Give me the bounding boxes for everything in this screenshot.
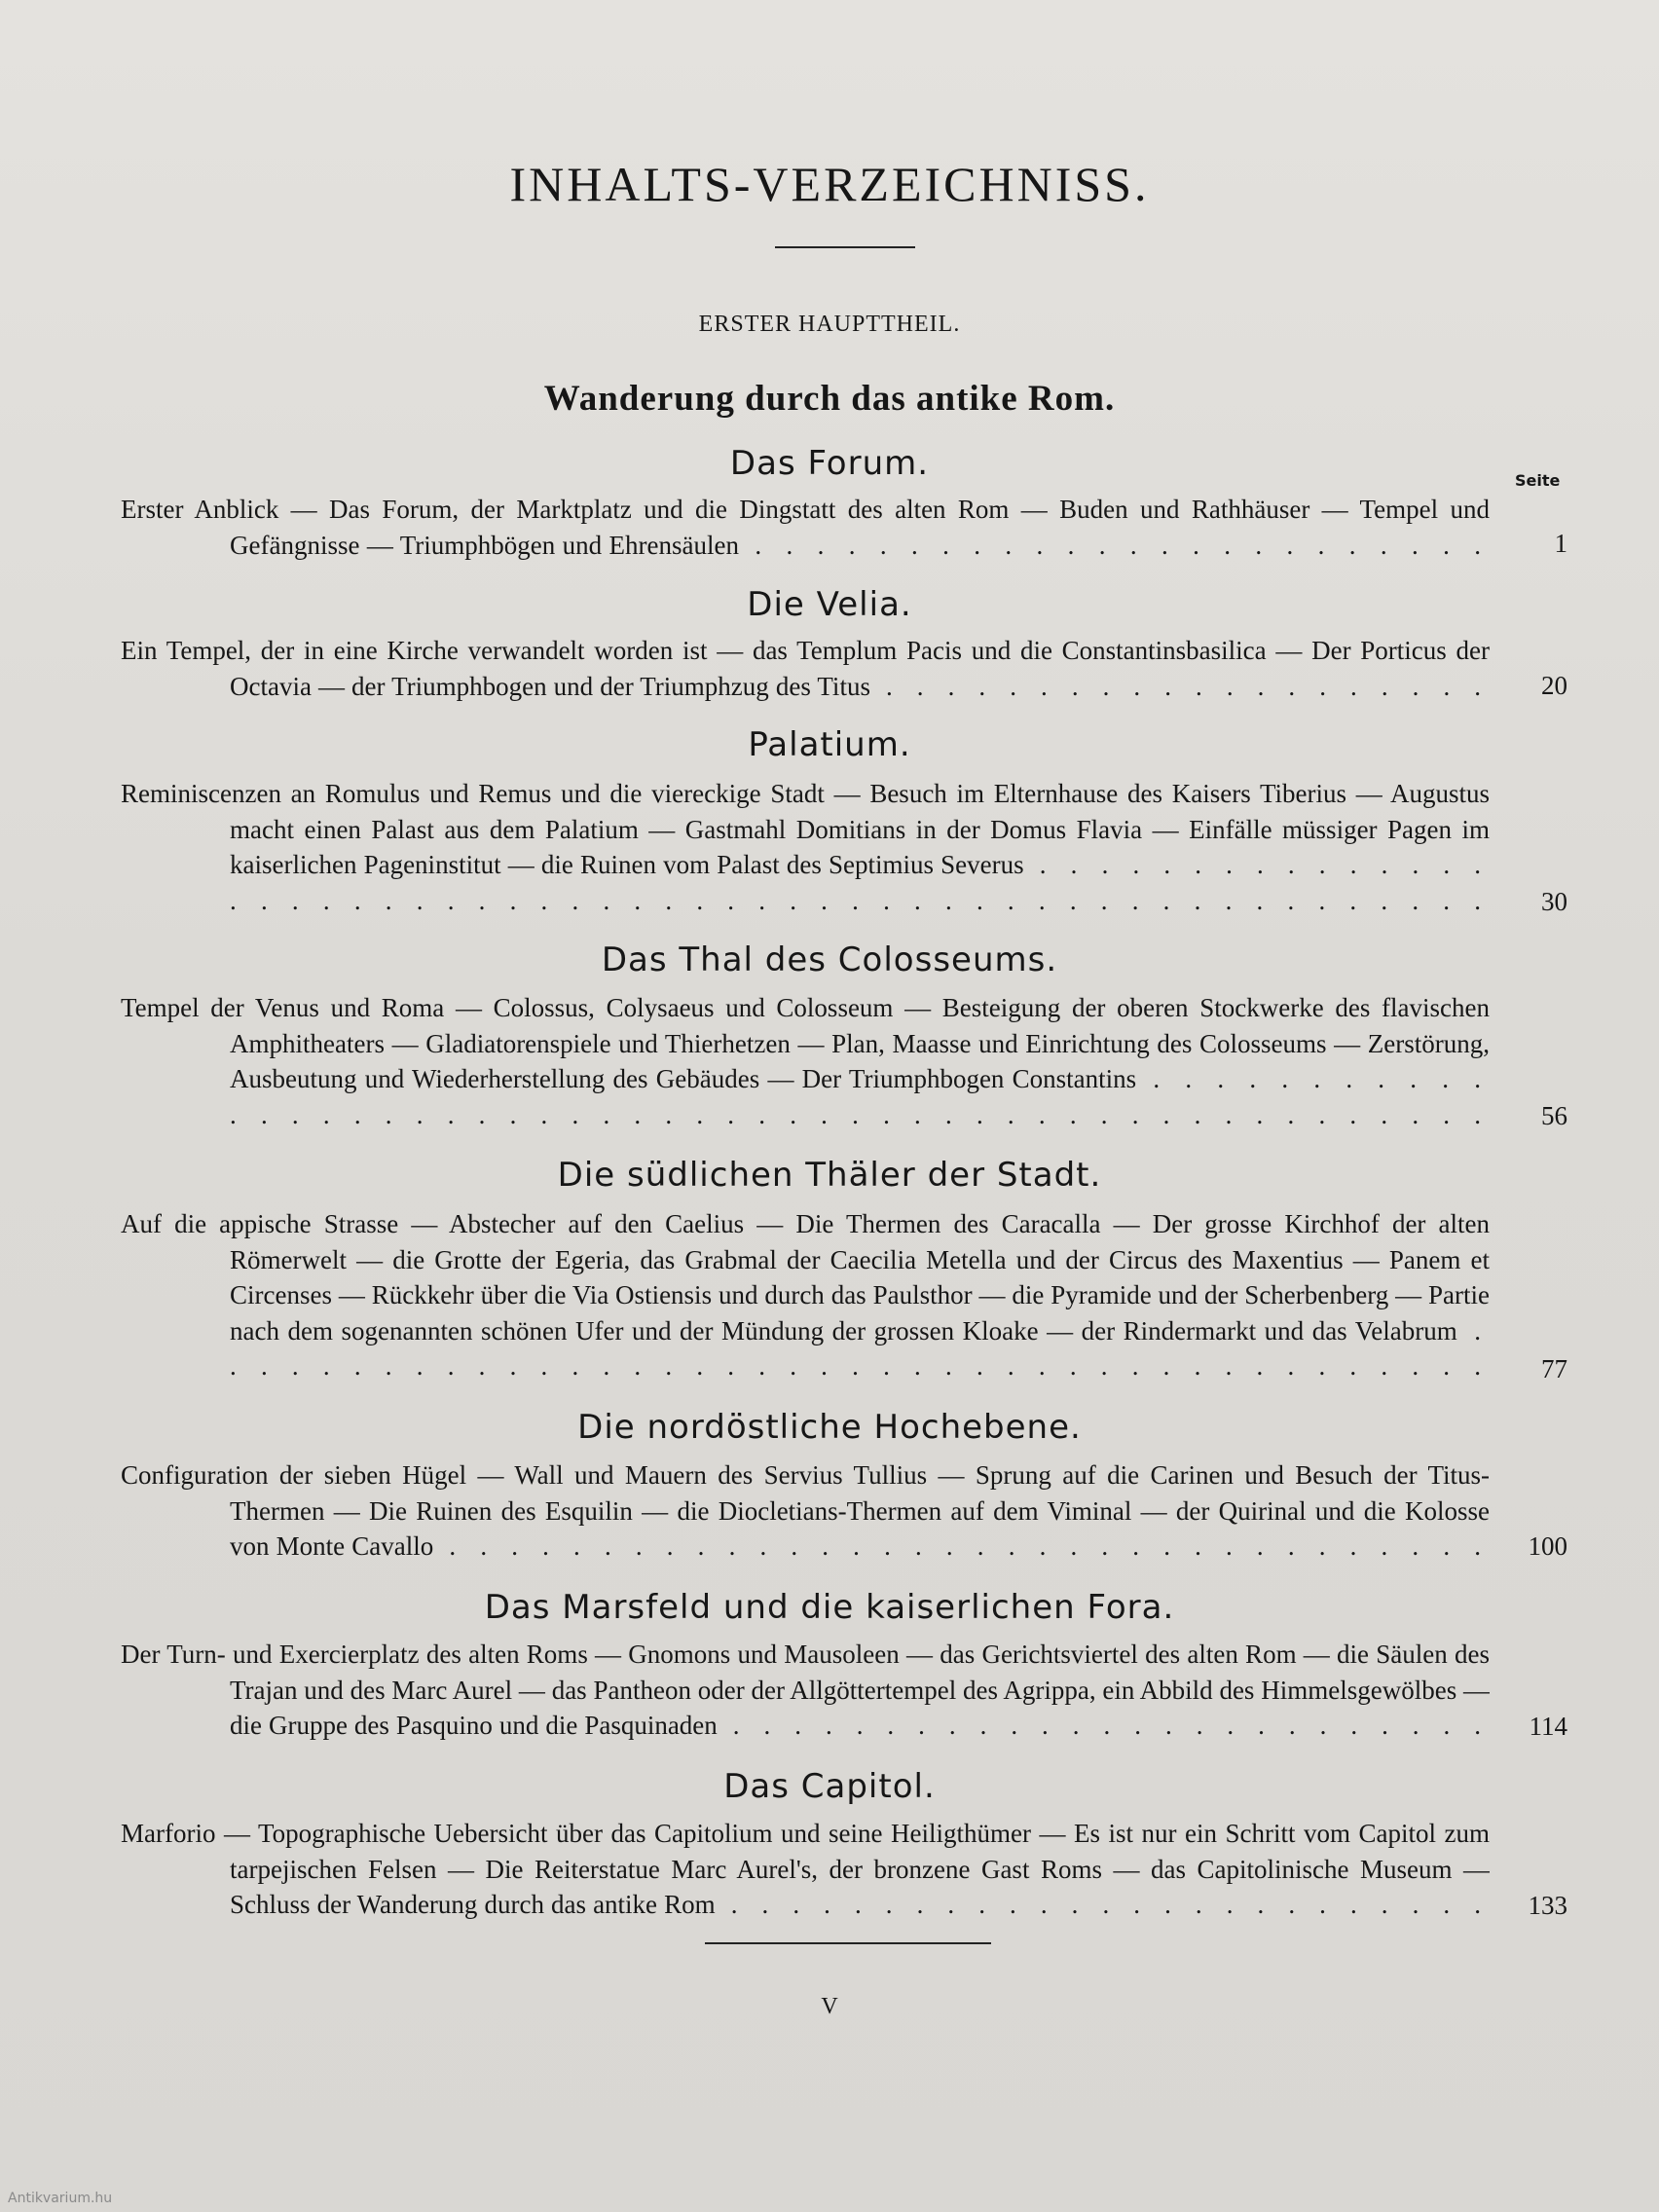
page-title: INHALTS-VERZEICHNISS. [509,157,1150,211]
toc-page-number: 56 [1541,1101,1567,1130]
page-marker: V [821,1994,838,2019]
section-title: Das Thal des Colosseums. [601,940,1058,979]
toc-entry [121,1816,1490,1923]
part-label: ERSTER HAUPTTHEIL. [698,312,961,337]
toc-entry [121,633,1490,704]
toc-page-number: 114 [1529,1712,1567,1741]
toc-entry [121,990,1490,1132]
toc-page-number: 100 [1528,1531,1567,1561]
section-title: Palatium. [748,725,911,764]
section-title: Das Capitol. [723,1767,936,1806]
toc-entry [121,776,1490,918]
toc-entry-text: Configuration der sieben Hügel — Wall und Mauern des Servius Tullius — Sprung auf die Carinen und Besuch der Titus-Thermen — Die Ruinen des Esquilin — die Diocletians-Thermen auf dem Viminal — der Quirinal und die Kolosse von Monte Cavallo . . . [121,1457,1490,1565]
toc-entry-text: Auf die appische Strasse — Abstecher auf den Caelius — Die Thermen des Caracalla — Der grosse Kirchhof der alten Römerwelt — die Grotte der Egeria, das Grabmal der Caecilia Metella und der Circus des Maxentius — Panem et Circenses — Rückkehr über die Via Ostiensis und durch das Paulsthor — die Pyramide und der Scherbenberg — Partie nach dem sogenannten schönen Ufer und der Mündung der grossen Kloake — der Rindermarkt und das Velabrum . . . [121,1206,1490,1384]
toc-entry-text: Marforio — Topographische Uebersicht über das Capitolium und seine Heiligthümer — Es ist nur ein Schritt vom Capitol zum tarpejischen Felsen — Die Reiterstatue Marc Aurel's, der bronzene Gast Roms — das Capitolinische Museum — Schluss der Wanderung durch das antike Rom . . . [121,1816,1490,1923]
section-title: Die südlichen Thäler der Stadt. [557,1156,1102,1195]
section-title: Die nordöstliche Hochebene. [577,1408,1082,1447]
toc-entry-text: Ein Tempel, der in eine Kirche verwandelt worden ist — das Templum Pacis und die Constantinsbasilica — Der Porticus der Octavia — der Triumphbogen und der Triumphzug des Titus . . . [121,633,1490,704]
toc-entry-text: Reminiscenzen an Romulus und Remus und die viereckige Stadt — Besuch im Elternhause des Kaisers Tiberius — Augustus macht einen Palast aus dem Palatium — Gastmahl Domitians in der Domus Flavia — Einfälle müssiger Pagen im kaiserlichen Pageninstitut — die Ruinen vom Palast des Septimius Severus . . . [121,776,1490,918]
toc-page-number: 1 [1554,529,1567,558]
title-rule [775,246,915,248]
watermark: Antikvarium.hu [8,2191,113,2206]
toc-page-number: 20 [1541,671,1567,700]
closing-rule [705,1942,991,1944]
toc-page-number: 77 [1541,1354,1567,1383]
toc-page-number: 133 [1528,1891,1567,1920]
section-title: Das Forum. [729,444,930,483]
page-column-label: Seite [1515,471,1561,490]
toc-page-number: 30 [1541,887,1567,916]
toc-entry-text: Tempel der Venus und Roma — Colossus, Colysaeus und Colosseum — Besteigung der oberen Stockwerke des flavischen Amphitheaters — Gladiatorenspiele und Thierhetzen — Plan, Maasse und Einrichtung des Colosseums — Zerstörung, Ausbeutung und Wiederherstellung des Gebäudes — Der Triumphbogen Constantins . . . [121,990,1490,1132]
toc-entry [121,1457,1490,1565]
main-heading: Wanderung durch das antike Rom. [543,379,1116,419]
toc-entry [121,492,1490,563]
toc-entry-text: Erster Anblick — Das Forum, der Marktplatz und die Dingstatt des alten Rom — Buden und Rathhäuser — Tempel und Gefängnisse — Triumphbögen und Ehrensäulen . . . [121,492,1490,563]
toc-entry-text: Der Turn- und Exercierplatz des alten Roms — Gnomons und Mausoleen — das Gerichtsviertel des alten Rom — die Säulen des Trajan und des Marc Aurel — das Pantheon oder der Allgöttertempel des Agrippa, ein Abbild des Himmelsgewölbes — die Gruppe des Pasquino und die Pasquinaden . . . [121,1637,1490,1744]
toc-entry [121,1637,1490,1744]
section-title: Die Velia. [747,585,912,624]
toc-entry [121,1206,1490,1384]
section-title: Das Marsfeld und die kaiserlichen Fora. [484,1588,1175,1627]
